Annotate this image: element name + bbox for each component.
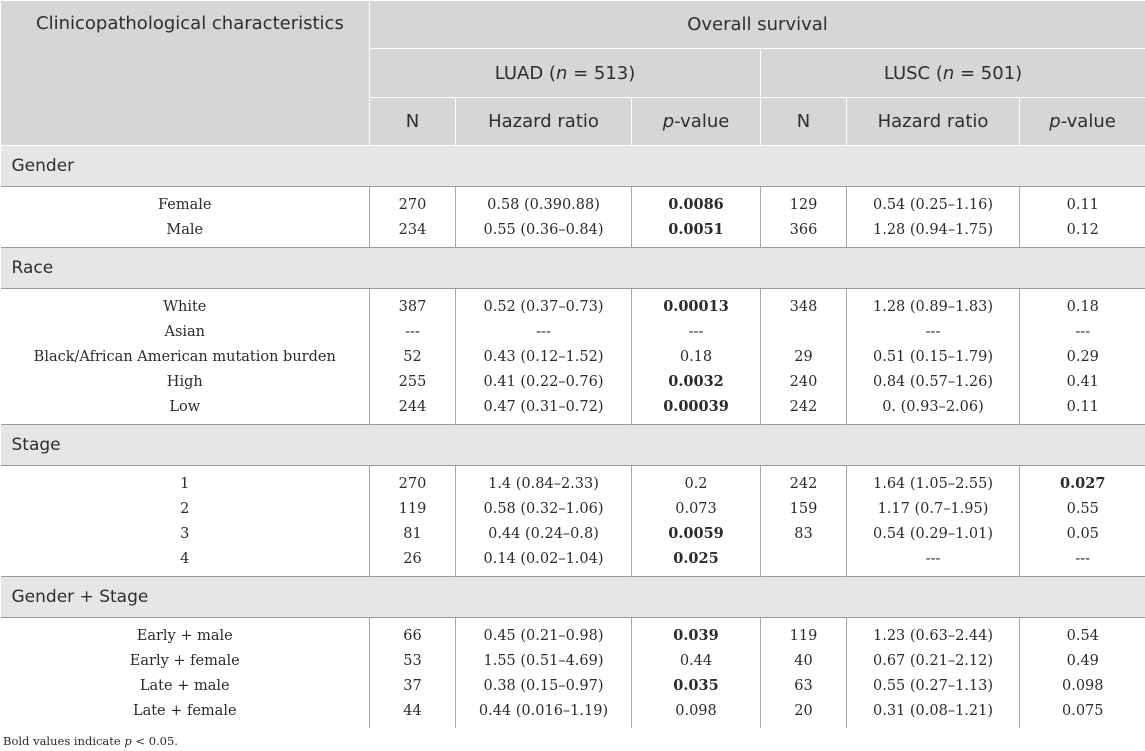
luad-n-cell: 270 [370,187,456,218]
table-row [1,217,1145,248]
lusc-hazard-ratio-cell: 0.54 (0.29–1.01) [847,521,1020,546]
table-row [1,319,1145,344]
luad-hazard-ratio-cell: --- [456,319,632,344]
lusc-n-cell: 29 [761,344,847,369]
luad-hazard-ratio-cell: 0.58 (0.390.88) [456,187,632,218]
luad-hazard-ratio-cell: 0.52 (0.37–0.73) [456,289,632,320]
row-label: Low [169,398,201,415]
row-label: Late + male [139,677,230,694]
lusc-n-cell: 240 [761,369,847,394]
lusc-hazard-ratio-cell: 1.17 (0.7–1.95) [847,496,1020,521]
section-label: Gender [1,146,1145,187]
row-label: Early + female [129,652,240,669]
lusc-p-value-cell: 0.12 [1020,217,1145,248]
lusc-p-value-cell: --- [1020,319,1145,344]
section-row [1,425,1145,466]
lusc-p-value-cell: --- [1020,546,1145,577]
row-label: White [163,298,207,315]
luad-p-value-cell: 0.0051 [632,217,761,248]
luad-p-value-cell: 0.0059 [632,521,761,546]
lusc-n-cell: 40 [761,648,847,673]
lusc-hazard-ratio-cell: --- [847,546,1020,577]
lusc-n-cell: 20 [761,698,847,728]
row-label: Early + male [136,627,233,644]
section-row [1,577,1145,618]
table-row [1,187,1145,218]
header-luad-hazard-ratio: Hazard ratio [456,98,632,146]
luad-p-value-cell: 0.2 [632,466,761,497]
luad-n-cell: 387 [370,289,456,320]
header-luad-p-value: p-value [632,98,761,146]
luad-hazard-ratio-cell: 0.44 (0.016–1.19) [456,698,632,728]
row-label: 3 [180,525,190,542]
lusc-p-value-cell: 0.55 [1020,496,1145,521]
lusc-n-cell: 83 [761,521,847,546]
luad-n-cell: 52 [370,344,456,369]
lusc-n-cell: 348 [761,289,847,320]
lusc-n-cell [761,319,847,344]
luad-hazard-ratio-cell: 0.41 (0.22–0.76) [456,369,632,394]
lusc-hazard-ratio-cell: 1.64 (1.05–2.55) [847,466,1020,497]
luad-hazard-ratio-cell: 1.55 (0.51–4.69) [456,648,632,673]
header-overall-survival: Overall survival [370,1,1145,49]
row-label: Female [158,196,212,213]
luad-n-cell: 234 [370,217,456,248]
lusc-n-cell: 63 [761,673,847,698]
luad-hazard-ratio-cell: 1.4 (0.84–2.33) [456,466,632,497]
luad-n-cell: 81 [370,521,456,546]
section-label: Gender + Stage [1,577,1145,618]
lusc-n-cell: 242 [761,394,847,425]
luad-p-value-cell: 0.025 [632,546,761,577]
lusc-p-value-cell: 0.41 [1020,369,1145,394]
row-label: Late + female [132,702,237,719]
header-luad-n: N [370,98,456,146]
header-luad: LUAD (n = 513) [370,49,761,98]
luad-hazard-ratio-cell: 0.43 (0.12–1.52) [456,344,632,369]
luad-p-value-cell: 0.073 [632,496,761,521]
row-label: High [166,373,203,390]
luad-hazard-ratio-cell: 0.45 (0.21–0.98) [456,618,632,649]
lusc-hazard-ratio-cell: 0.67 (0.21–2.12) [847,648,1020,673]
header-lusc-p-value: p-value [1020,98,1145,146]
luad-p-value-cell: 0.00039 [632,394,761,425]
lusc-hazard-ratio-cell: 0.51 (0.15–1.79) [847,344,1020,369]
section-row [1,248,1145,289]
luad-hazard-ratio-cell: 0.55 (0.36–0.84) [456,217,632,248]
luad-n-cell: 37 [370,673,456,698]
lusc-hazard-ratio-cell: 0. (0.93–2.06) [847,394,1020,425]
lusc-hazard-ratio-cell: 0.31 (0.08–1.21) [847,698,1020,728]
lusc-n-cell: 119 [761,618,847,649]
header-lusc: LUSC (n = 501) [761,49,1145,98]
row-label: 4 [180,550,190,567]
luad-p-value-cell: 0.098 [632,698,761,728]
luad-p-value-cell: 0.00013 [632,289,761,320]
luad-n-cell: 244 [370,394,456,425]
luad-p-value-cell: 0.035 [632,673,761,698]
table-row [1,496,1145,521]
luad-hazard-ratio-cell: 0.58 (0.32–1.06) [456,496,632,521]
table-row [1,289,1145,320]
lusc-hazard-ratio-cell: 1.28 (0.94–1.75) [847,217,1020,248]
table-footnote: Bold values indicate p < 0.05. [3,734,178,748]
section-label: Stage [1,425,1145,466]
header-lusc-hazard-ratio: Hazard ratio [847,98,1020,146]
luad-hazard-ratio-cell: 0.44 (0.24–0.8) [456,521,632,546]
table-row [1,546,1145,577]
lusc-p-value-cell: 0.075 [1020,698,1145,728]
lusc-p-value-cell: 0.11 [1020,187,1145,218]
table-row [1,618,1145,649]
luad-hazard-ratio-cell: 0.14 (0.02–1.04) [456,546,632,577]
luad-p-value-cell: --- [632,319,761,344]
luad-p-value-cell: 0.0032 [632,369,761,394]
luad-n-cell: --- [370,319,456,344]
lusc-hazard-ratio-cell: 1.23 (0.63–2.44) [847,618,1020,649]
header-lusc-n: N [761,98,847,146]
lusc-n-cell: 129 [761,187,847,218]
luad-p-value-cell: 0.0086 [632,187,761,218]
lusc-n-cell: 159 [761,496,847,521]
lusc-hazard-ratio-cell: 1.28 (0.89–1.83) [847,289,1020,320]
lusc-n-cell: 242 [761,466,847,497]
lusc-p-value-cell: 0.49 [1020,648,1145,673]
lusc-p-value-cell: 0.098 [1020,673,1145,698]
row-label: 1 [180,475,190,492]
lusc-hazard-ratio-cell: 0.55 (0.27–1.13) [847,673,1020,698]
lusc-p-value-cell: 0.05 [1020,521,1145,546]
table-row [1,394,1145,425]
lusc-p-value-cell: 0.18 [1020,289,1145,320]
lusc-n-cell: 366 [761,217,847,248]
section-row [1,146,1145,187]
table-row [1,521,1145,546]
table-header [1,1,1145,146]
lusc-hazard-ratio-cell: 0.54 (0.25–1.16) [847,187,1020,218]
lusc-hazard-ratio-cell: --- [847,319,1020,344]
luad-hazard-ratio-cell: 0.47 (0.31–0.72) [456,394,632,425]
section-label: Race [1,248,1145,289]
table-body [1,146,1145,729]
lusc-p-value-cell: 0.11 [1020,394,1145,425]
luad-n-cell: 26 [370,546,456,577]
luad-p-value-cell: 0.18 [632,344,761,369]
luad-n-cell: 66 [370,618,456,649]
row-label: Asian [164,323,206,340]
lusc-p-value-cell: 0.027 [1020,466,1145,497]
table-row [1,698,1145,728]
luad-n-cell: 270 [370,466,456,497]
row-label: 2 [180,500,190,517]
lusc-p-value-cell: 0.54 [1020,618,1145,649]
table-row [1,344,1145,369]
lusc-hazard-ratio-cell: 0.84 (0.57–1.26) [847,369,1020,394]
luad-n-cell: 44 [370,698,456,728]
table-row [1,673,1145,698]
luad-n-cell: 119 [370,496,456,521]
table-row [1,648,1145,673]
row-label: Black/African American mutation burden [33,348,336,365]
luad-p-value-cell: 0.039 [632,618,761,649]
lusc-n-cell [761,546,847,577]
luad-n-cell: 255 [370,369,456,394]
table-row [1,466,1145,497]
table-row [1,369,1145,394]
lusc-p-value-cell: 0.29 [1020,344,1145,369]
header-characteristics: Clinicopathological characteristics [1,1,370,146]
luad-n-cell: 53 [370,648,456,673]
luad-hazard-ratio-cell: 0.38 (0.15–0.97) [456,673,632,698]
row-label: Male [166,221,204,238]
luad-p-value-cell: 0.44 [632,648,761,673]
